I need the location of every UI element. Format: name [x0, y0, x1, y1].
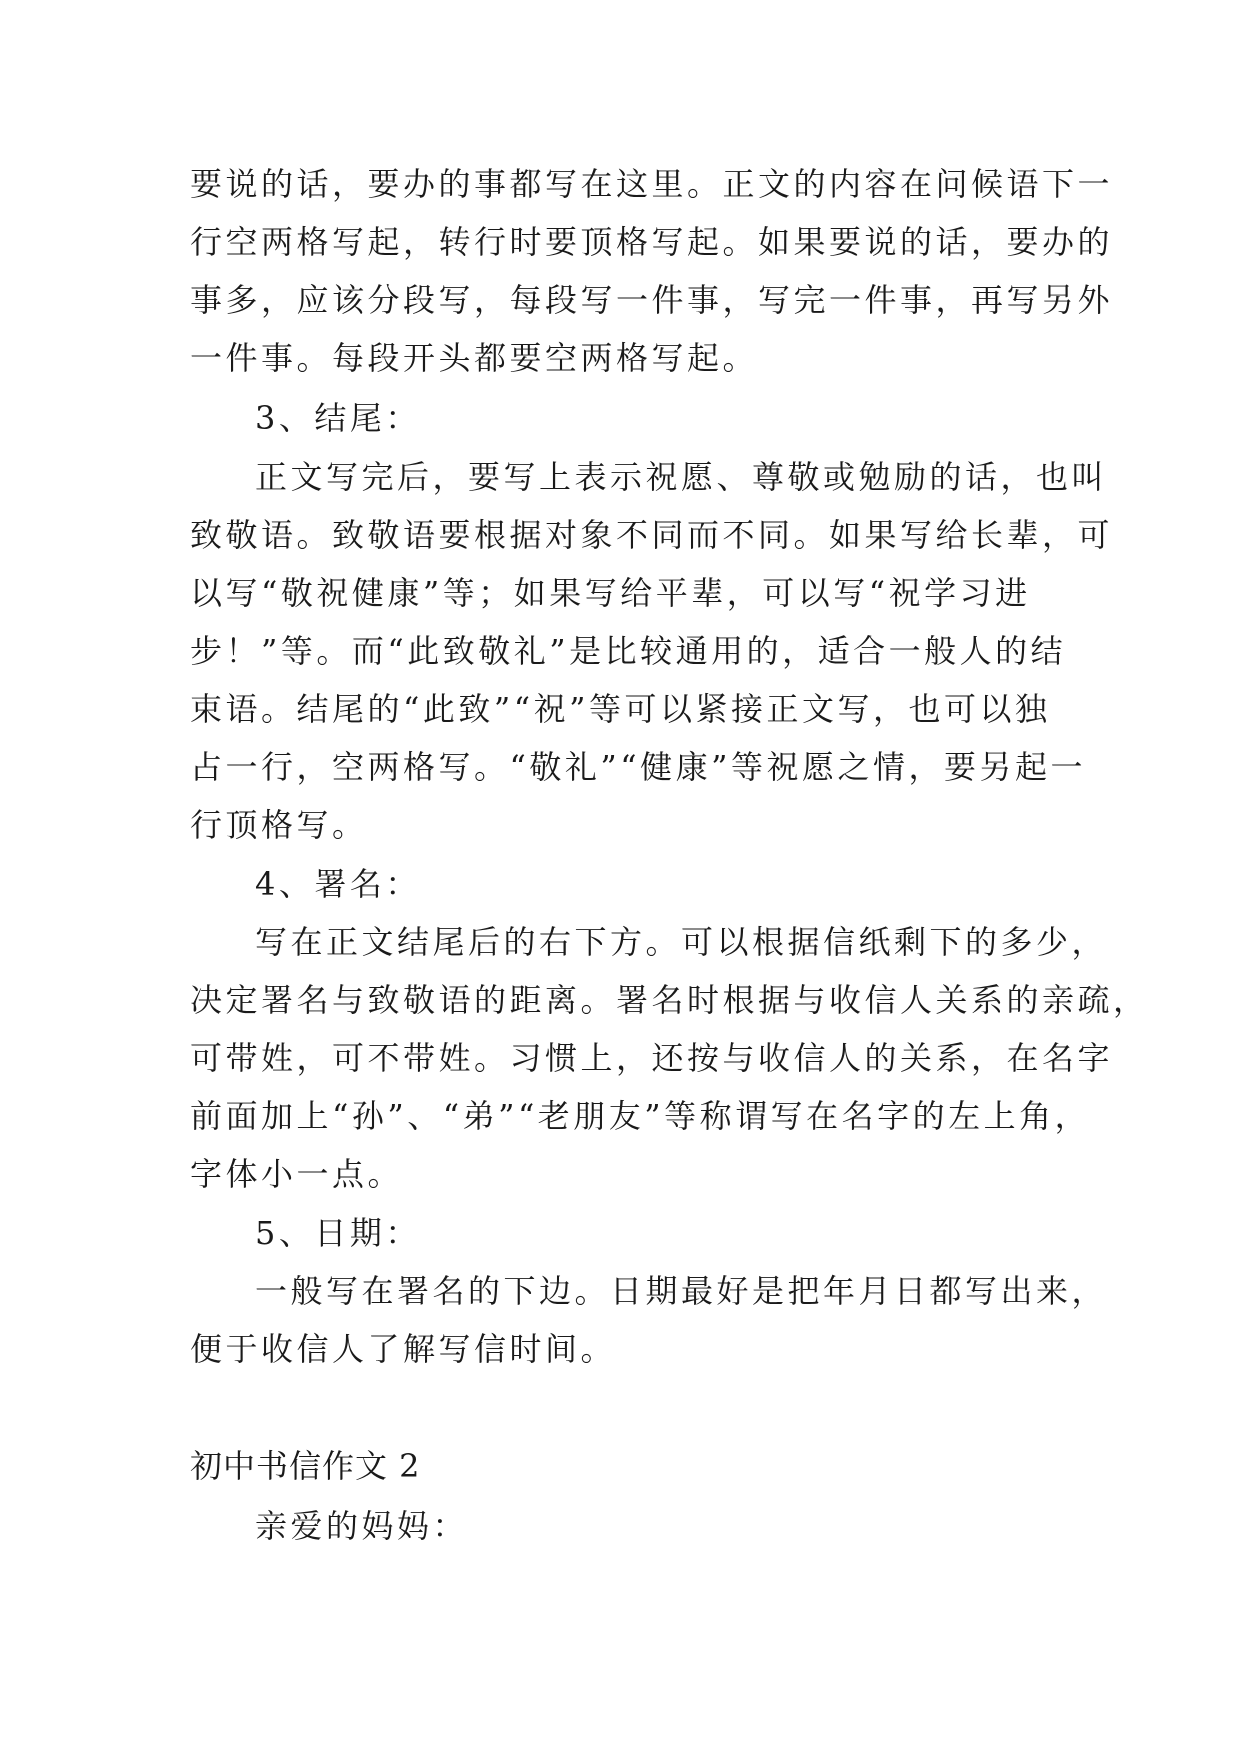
body-text-line: 占一行，空两格写。“敬礼”“健康”等祝愿之情，要另起一: [190, 748, 1086, 786]
letter-salutation: 亲爱的妈妈：: [255, 1507, 469, 1545]
body-text-line: 行顶格写。: [190, 806, 368, 844]
body-text-line: 字体小一点。: [190, 1155, 404, 1193]
body-text-line: 决定署名与致敬语的距离。署名时根据与收信人关系的亲疏，: [190, 981, 1149, 1019]
section-heading-ending: 3、结尾：: [255, 399, 421, 437]
article-title: 初中书信作文 2: [190, 1447, 421, 1485]
body-text-line: 事多，应该分段写，每段写一件事，写完一件事，再写另外: [190, 281, 1114, 319]
body-text-line: 步！”等。而“此致敬礼”是比较通用的，适合一般人的结: [190, 632, 1067, 670]
body-text-line: 前面加上“孙”、“弟”“老朋友”等称谓写在名字的左上角，: [190, 1097, 1091, 1135]
body-text-line: 束语。结尾的“此致”“祝”等可以紧接正文写，也可以独: [190, 690, 1051, 728]
section-heading-date: 5、日期：: [255, 1214, 421, 1252]
body-text-line: 一件事。每段开头都要空两格写起。: [190, 339, 759, 377]
body-text-line: 便于收信人了解写信时间。: [190, 1330, 617, 1368]
body-text-line: 行空两格写起，转行时要顶格写起。如果要说的话，要办的: [190, 223, 1114, 261]
body-text-line: 致敬语。致敬语要根据对象不同而不同。如果写给长辈，可: [190, 516, 1114, 554]
body-text-line: 要说的话，要办的事都写在这里。正文的内容在问候语下一: [190, 165, 1114, 203]
body-text-line: 正文写完后，要写上表示祝愿、尊敬或勉励的话，也叫: [255, 458, 1108, 496]
body-text-line: 可带姓，可不带姓。习惯上，还按与收信人的关系，在名字: [190, 1039, 1114, 1077]
body-text-line: 写在正文结尾后的右下方。可以根据信纸剩下的多少，: [255, 923, 1108, 961]
body-text-line: 以写“敬祝健康”等；如果写给平辈，可以写“祝学习进: [190, 574, 1031, 612]
section-heading-signature: 4、署名：: [255, 865, 421, 903]
body-text-line: 一般写在署名的下边。日期最好是把年月日都写出来，: [255, 1272, 1108, 1310]
